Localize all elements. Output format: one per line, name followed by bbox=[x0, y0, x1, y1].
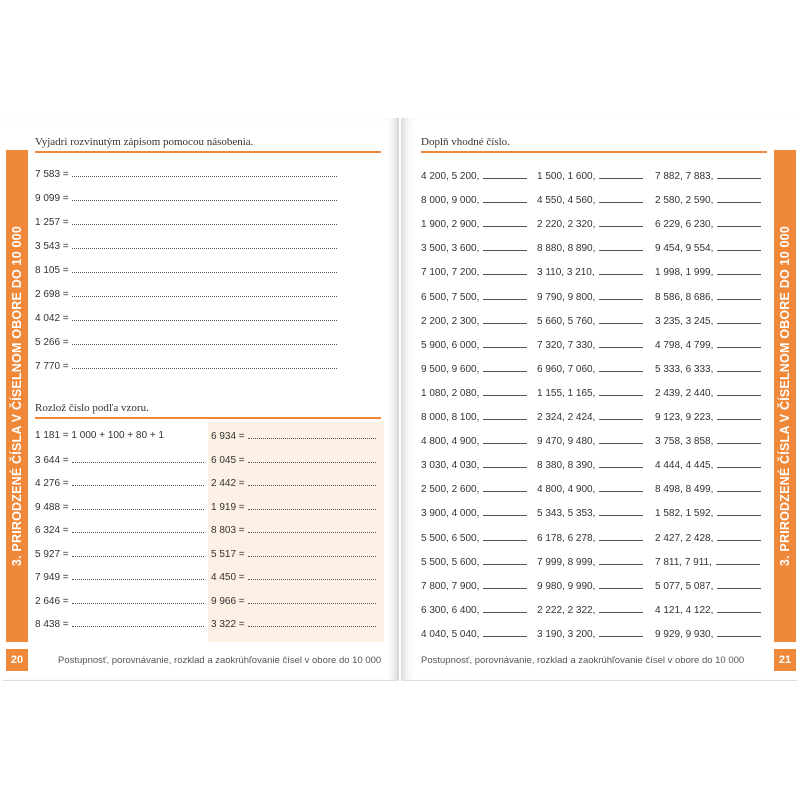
exercise1-item bbox=[35, 192, 337, 204]
answer-dotted-line[interactable] bbox=[248, 618, 376, 627]
sequence-item-text: 7 320, 7 330, bbox=[537, 339, 596, 351]
exercise2-left-item bbox=[35, 571, 204, 583]
page-number-right: 21 bbox=[774, 649, 796, 671]
answer-blank[interactable] bbox=[483, 291, 527, 300]
sequence-item bbox=[537, 483, 643, 495]
sequence-item-text: 3 110, 3 210, bbox=[537, 267, 595, 279]
answer-dotted-line[interactable] bbox=[72, 571, 204, 580]
answer-dotted-line[interactable] bbox=[72, 192, 337, 201]
sequence-item bbox=[537, 218, 643, 230]
sequence-item bbox=[537, 459, 643, 471]
sequence-item-text: 1 155, 1 165, bbox=[537, 387, 596, 399]
exercise1-item-text: 1 257 = bbox=[35, 217, 69, 228]
exercise2-right-item bbox=[211, 571, 376, 583]
sequence-item bbox=[655, 459, 761, 471]
sequence-item-text: 6 229, 6 230, bbox=[655, 219, 714, 231]
exercise2-right-item bbox=[211, 477, 376, 489]
exercise2-left-item bbox=[35, 454, 204, 466]
exercise2-left-item bbox=[35, 548, 204, 560]
open-workbook bbox=[0, 118, 800, 680]
sequence-item bbox=[655, 291, 761, 303]
exercise2-left-item bbox=[35, 477, 204, 489]
answer-blank[interactable] bbox=[599, 604, 643, 613]
answer-blank[interactable] bbox=[483, 435, 527, 444]
sequence-item bbox=[655, 194, 761, 206]
answer-blank[interactable] bbox=[599, 411, 643, 420]
answer-blank[interactable] bbox=[717, 604, 761, 613]
sequence-item-text: 3 235, 3 245, bbox=[655, 315, 714, 327]
answer-blank[interactable] bbox=[483, 315, 527, 324]
answer-blank[interactable] bbox=[483, 580, 527, 589]
sequence-item-text: 9 454, 9 554, bbox=[655, 243, 714, 255]
exercise1-heading: Vyjadri rozvinutým zápisom pomocou násobenia. bbox=[35, 136, 381, 153]
sequence-item-text: 2 580, 2 590, bbox=[655, 195, 714, 207]
sequence-item bbox=[537, 363, 643, 375]
sequence-item bbox=[655, 628, 761, 640]
sequence-item-text: 4 798, 4 799, bbox=[655, 339, 714, 351]
answer-blank[interactable] bbox=[717, 435, 761, 444]
exercise2-right-item bbox=[211, 501, 376, 513]
answer-blank[interactable] bbox=[483, 628, 527, 637]
answer-blank[interactable] bbox=[717, 459, 761, 468]
answer-blank[interactable] bbox=[483, 363, 527, 372]
left-page bbox=[3, 118, 399, 681]
exercise1-item bbox=[35, 336, 337, 348]
sequence-item bbox=[421, 291, 527, 303]
sequence-item-text: 4 121, 4 122, bbox=[655, 604, 714, 616]
answer-dotted-line[interactable] bbox=[72, 454, 204, 463]
sequence-item bbox=[655, 604, 761, 616]
answer-dotted-line[interactable] bbox=[72, 524, 204, 533]
sequence-item bbox=[421, 266, 527, 278]
exercise1-item-text: 7 583 = bbox=[35, 169, 69, 180]
sequence-item-text: 2 439, 2 440, bbox=[655, 387, 714, 399]
sequence-item bbox=[421, 604, 527, 616]
sequence-item bbox=[537, 556, 643, 568]
exercise2-left-item-text: 4 276 = bbox=[35, 478, 69, 489]
sequence-item bbox=[421, 507, 527, 519]
exercise2-right-item bbox=[211, 524, 376, 536]
answer-dotted-line[interactable] bbox=[72, 264, 337, 273]
sequence-item bbox=[655, 218, 761, 230]
answer-blank[interactable] bbox=[599, 291, 643, 300]
sequence-item-text: 7 882, 7 883, bbox=[655, 171, 714, 182]
sequence-item-text: 1 900, 2 900, bbox=[421, 219, 480, 231]
answer-blank[interactable] bbox=[599, 435, 643, 444]
sequence-item-text: 1 080, 2 080, bbox=[421, 387, 480, 399]
sequence-item bbox=[421, 194, 527, 206]
sequence-item bbox=[655, 411, 761, 423]
exercise2-right-item bbox=[211, 430, 376, 442]
sequence-item-text: 5 333, 6 333, bbox=[655, 363, 714, 375]
sequence-item-text: 9 470, 9 480, bbox=[537, 436, 596, 448]
sequence-item bbox=[421, 532, 527, 544]
sequence-item-text: 2 220, 2 320, bbox=[537, 219, 596, 231]
answer-dotted-line[interactable] bbox=[72, 240, 337, 249]
answer-blank[interactable] bbox=[716, 556, 760, 565]
exercise2-right-item-text: 8 803 = bbox=[211, 525, 245, 536]
sequence-item bbox=[421, 556, 527, 568]
sequence-item-text: 6 500, 7 500, bbox=[421, 291, 480, 303]
sequence-item-text: 8 498, 8 499, bbox=[655, 484, 714, 496]
answer-blank[interactable] bbox=[717, 170, 761, 179]
answer-blank[interactable] bbox=[599, 507, 643, 516]
sequence-item bbox=[655, 363, 761, 375]
answer-blank[interactable] bbox=[483, 339, 527, 348]
answer-blank[interactable] bbox=[483, 218, 527, 227]
sequence-item bbox=[421, 459, 527, 471]
answer-blank[interactable] bbox=[483, 266, 527, 275]
sequence-item bbox=[421, 411, 527, 423]
sequence-item bbox=[537, 628, 643, 640]
sequence-item-text: 5 660, 5 760, bbox=[537, 315, 596, 327]
answer-blank[interactable] bbox=[599, 532, 643, 541]
answer-blank[interactable] bbox=[717, 411, 761, 420]
exercise2-left-item bbox=[35, 501, 204, 513]
sequence-item bbox=[655, 266, 761, 278]
exercise1-item-text: 4 042 = bbox=[35, 313, 69, 324]
sequence-item bbox=[655, 242, 761, 254]
exercise2-left-item-text: 3 644 = bbox=[35, 454, 69, 466]
exercise1-item bbox=[35, 168, 337, 180]
sequence-item-text: 1 582, 1 592, bbox=[655, 508, 714, 520]
sequence-item-text: 7 811, 7 911, bbox=[655, 556, 712, 568]
answer-blank[interactable] bbox=[483, 387, 527, 396]
sequence-item bbox=[655, 315, 761, 327]
sequence-item-text: 7 100, 7 200, bbox=[421, 267, 480, 279]
chapter-title-right: 3. PRIRODZENÉ ČÍSLA V ČÍSELNOM OBORE DO 10 000 bbox=[778, 225, 792, 567]
exercise1-item-text: 7 770 = bbox=[35, 361, 69, 372]
sequence-item-text: 4 444, 4 445, bbox=[655, 460, 714, 472]
sequence-item bbox=[537, 242, 643, 254]
sequence-item-text: 7 800, 7 900, bbox=[421, 580, 480, 592]
sequence-item bbox=[655, 532, 761, 544]
answer-blank[interactable] bbox=[483, 507, 527, 516]
sequence-item bbox=[655, 483, 761, 495]
exercise1-item bbox=[35, 240, 337, 252]
sequence-item bbox=[421, 580, 527, 592]
answer-blank[interactable] bbox=[483, 170, 527, 179]
answer-dotted-line[interactable] bbox=[248, 571, 376, 580]
footer-left: Postupnosť, porovnávanie, rozklad a zaokrúhľovanie čísel v obore do 10 000 bbox=[58, 655, 382, 666]
answer-blank[interactable] bbox=[717, 339, 761, 348]
page-number-left: 20 bbox=[6, 649, 28, 671]
exercise1-item bbox=[35, 360, 337, 372]
sequence-item bbox=[655, 580, 761, 592]
answer-blank[interactable] bbox=[717, 507, 761, 516]
sequence-item-text: 1 500, 1 600, bbox=[537, 171, 596, 182]
sequence-item bbox=[421, 628, 527, 640]
exercise1-item-text: 8 105 = bbox=[35, 265, 69, 276]
sequence-item-text: 8 000, 8 100, bbox=[421, 412, 480, 423]
answer-dotted-line[interactable] bbox=[248, 454, 376, 463]
sequence-item-text: 4 800, 4 900, bbox=[421, 436, 480, 448]
exercise2-right-item bbox=[211, 454, 376, 466]
answer-dotted-line[interactable] bbox=[72, 618, 204, 627]
exercise2-right-item-text: 1 919 = bbox=[211, 501, 245, 513]
answer-blank[interactable] bbox=[599, 266, 643, 275]
answer-blank[interactable] bbox=[717, 242, 761, 251]
sequence-item bbox=[537, 194, 643, 206]
answer-blank[interactable] bbox=[599, 628, 643, 637]
exercise2-right-item-text: 2 442 = bbox=[211, 478, 245, 489]
answer-dotted-line[interactable] bbox=[248, 430, 376, 439]
sequence-item-text: 3 030, 4 030, bbox=[421, 460, 480, 472]
sequence-item bbox=[537, 411, 643, 423]
sequence-item-text: 9 500, 9 600, bbox=[421, 363, 480, 375]
chapter-side-tab-left bbox=[6, 150, 28, 642]
sequence-item-text: 3 900, 4 000, bbox=[421, 508, 480, 520]
answer-blank[interactable] bbox=[717, 266, 761, 275]
exercise1-item bbox=[35, 264, 337, 276]
sequence-item-text: 6 178, 6 278, bbox=[537, 532, 596, 544]
exercise2-left-item-text: 2 646 = bbox=[35, 595, 69, 607]
sequence-item-text: 8 000, 9 000, bbox=[421, 195, 480, 207]
sequence-item bbox=[655, 556, 760, 568]
sequence-item-text: 6 300, 6 400, bbox=[421, 604, 480, 616]
exercise1-item-text: 9 099 = bbox=[35, 193, 69, 204]
answer-blank[interactable] bbox=[599, 483, 643, 492]
exercise2-left-item bbox=[35, 524, 204, 536]
answer-dotted-line[interactable] bbox=[72, 360, 337, 369]
sequence-item bbox=[421, 242, 527, 254]
sequence-item bbox=[655, 435, 761, 447]
answer-dotted-line[interactable] bbox=[248, 595, 376, 604]
chapter-title-left: 3. PRIRODZENÉ ČÍSLA V ČÍSELNOM OBORE DO 10 000 bbox=[10, 225, 24, 567]
exercise1-item-text: 2 698 = bbox=[35, 289, 69, 300]
exercise1-item bbox=[35, 312, 337, 324]
answer-blank[interactable] bbox=[717, 291, 761, 300]
answer-dotted-line[interactable] bbox=[72, 548, 204, 557]
sequence-item bbox=[537, 532, 643, 544]
sequence-item-text: 4 040, 5 040, bbox=[421, 628, 480, 640]
answer-blank[interactable] bbox=[599, 315, 643, 324]
sequence-item bbox=[537, 387, 643, 399]
chapter-side-tab-right bbox=[774, 150, 796, 642]
exercise2-heading: Rozlož číslo podľa vzoru. bbox=[35, 402, 381, 419]
answer-dotted-line[interactable] bbox=[72, 595, 204, 604]
sequence-item-text: 9 790, 9 800, bbox=[537, 291, 596, 303]
exercise2-left-item bbox=[35, 618, 204, 630]
sequence-item bbox=[537, 604, 643, 616]
footer-right: Postupnosť, porovnávanie, rozklad a zaokrúhľovanie čísel v obore do 10 000 bbox=[421, 655, 745, 666]
sequence-item-text: 6 960, 7 060, bbox=[537, 363, 596, 375]
answer-blank[interactable] bbox=[717, 315, 761, 324]
exercise1-item-text: 5 266 = bbox=[35, 337, 69, 348]
sequence-item-text: 4 550, 4 560, bbox=[537, 195, 596, 207]
answer-dotted-line[interactable] bbox=[248, 524, 376, 533]
sequence-item bbox=[421, 483, 527, 495]
answer-blank[interactable] bbox=[717, 483, 761, 492]
answer-dotted-line[interactable] bbox=[72, 501, 204, 510]
sequence-item bbox=[421, 339, 527, 351]
sequence-item-text: 3 500, 3 600, bbox=[421, 243, 480, 255]
answer-blank[interactable] bbox=[717, 218, 761, 227]
sequence-item-text: 5 500, 5 600, bbox=[421, 556, 480, 568]
sequence-item bbox=[421, 218, 527, 230]
sequence-item-text: 5 900, 6 000, bbox=[421, 339, 480, 351]
answer-blank[interactable] bbox=[599, 363, 643, 372]
exercise2-right-item bbox=[211, 595, 376, 607]
answer-dotted-line[interactable] bbox=[72, 336, 337, 345]
sequence-item-text: 9 123, 9 223, bbox=[655, 412, 714, 423]
answer-blank[interactable] bbox=[483, 532, 527, 541]
exercise2-left-item-text: 1 181 = 1 000 + 100 + 80 + 1 bbox=[35, 430, 165, 441]
answer-blank[interactable] bbox=[717, 387, 761, 396]
sequence-item bbox=[537, 435, 643, 447]
answer-blank[interactable] bbox=[717, 532, 761, 541]
sequence-item bbox=[537, 170, 643, 182]
answer-blank[interactable] bbox=[483, 194, 527, 203]
sequence-item-text: 3 190, 3 200, bbox=[537, 628, 596, 640]
sequence-item bbox=[655, 170, 761, 182]
exercise2-right-item-text: 6 934 = bbox=[211, 431, 245, 442]
sequence-item bbox=[655, 387, 761, 399]
exercise2-right-item-text: 9 966 = bbox=[211, 595, 245, 607]
exercise2-right-item-text: 3 322 = bbox=[211, 619, 245, 630]
sequence-item-text: 9 980, 9 990, bbox=[537, 580, 596, 592]
answer-blank[interactable] bbox=[483, 459, 527, 468]
exercise2-right-item-text: 4 450 = bbox=[211, 572, 245, 583]
answer-dotted-line[interactable] bbox=[72, 216, 337, 225]
answer-blank[interactable] bbox=[599, 556, 643, 565]
exercise1-item bbox=[35, 216, 337, 228]
exercise2-right-item-text: 5 517 = bbox=[211, 548, 245, 560]
exercise1-item bbox=[35, 288, 337, 300]
answer-blank[interactable] bbox=[483, 483, 527, 492]
sequence-item bbox=[537, 315, 643, 327]
answer-blank[interactable] bbox=[483, 411, 527, 420]
exercise2-right-item bbox=[211, 548, 376, 560]
sequence-item-text: 2 222, 2 322, bbox=[537, 604, 596, 616]
answer-blank[interactable] bbox=[483, 242, 527, 251]
sequence-item-text: 1 998, 1 999, bbox=[655, 267, 714, 279]
exercise2-left-item bbox=[35, 430, 164, 441]
sequence-item-text: 7 999, 8 999, bbox=[537, 556, 596, 568]
answer-blank[interactable] bbox=[599, 194, 643, 203]
answer-blank[interactable] bbox=[599, 242, 643, 251]
exercise3-heading: Doplň vhodné číslo. bbox=[421, 136, 767, 153]
exercise1-item-text: 3 543 = bbox=[35, 241, 69, 252]
answer-dotted-line[interactable] bbox=[248, 548, 376, 557]
sequence-item-text: 4 200, 5 200, bbox=[421, 171, 480, 182]
answer-blank[interactable] bbox=[599, 387, 643, 396]
answer-blank[interactable] bbox=[599, 459, 643, 468]
sequence-item-text: 2 200, 2 300, bbox=[421, 315, 480, 327]
sequence-item-text: 5 343, 5 353, bbox=[537, 508, 596, 520]
sequence-item bbox=[421, 387, 527, 399]
exercise2-left-item-text: 9 488 = bbox=[35, 501, 69, 513]
exercise2-right-item bbox=[211, 618, 376, 630]
answer-blank[interactable] bbox=[717, 194, 761, 203]
sequence-item bbox=[537, 507, 643, 519]
sequence-item bbox=[421, 363, 527, 375]
sequence-item-text: 5 077, 5 087, bbox=[655, 580, 714, 592]
answer-blank[interactable] bbox=[483, 556, 527, 565]
sequence-item bbox=[537, 339, 643, 351]
answer-blank[interactable] bbox=[717, 628, 761, 637]
answer-blank[interactable] bbox=[483, 604, 527, 613]
sequence-item-text: 8 380, 8 390, bbox=[537, 460, 596, 472]
sequence-item bbox=[537, 291, 643, 303]
sequence-item bbox=[421, 315, 527, 327]
exercise2-left-item-text: 6 324 = bbox=[35, 525, 69, 536]
sequence-item bbox=[655, 339, 761, 351]
answer-dotted-line[interactable] bbox=[248, 501, 376, 510]
answer-dotted-line[interactable] bbox=[72, 477, 204, 486]
answer-dotted-line[interactable] bbox=[72, 288, 337, 297]
exercise2-right-item-text: 6 045 = bbox=[211, 454, 245, 466]
exercise2-left-item-text: 5 927 = bbox=[35, 548, 69, 560]
sequence-item bbox=[421, 170, 527, 182]
sequence-item-text: 2 427, 2 428, bbox=[655, 532, 714, 544]
answer-blank[interactable] bbox=[599, 580, 643, 589]
sequence-item bbox=[655, 507, 761, 519]
sequence-item-text: 2 324, 2 424, bbox=[537, 412, 596, 423]
answer-dotted-line[interactable] bbox=[72, 312, 337, 321]
answer-blank[interactable] bbox=[599, 339, 643, 348]
sequence-item bbox=[537, 580, 643, 592]
sequence-item-text: 8 880, 8 890, bbox=[537, 243, 596, 255]
answer-blank[interactable] bbox=[717, 580, 761, 589]
answer-blank[interactable] bbox=[717, 363, 761, 372]
sequence-item-text: 8 586, 8 686, bbox=[655, 291, 714, 303]
exercise2-left-item-text: 7 949 = bbox=[35, 572, 69, 583]
sequence-item-text: 4 800, 4 900, bbox=[537, 484, 596, 496]
right-page bbox=[401, 118, 797, 681]
answer-dotted-line[interactable] bbox=[248, 477, 376, 486]
sequence-item-text: 5 500, 6 500, bbox=[421, 532, 480, 544]
answer-dotted-line[interactable] bbox=[72, 168, 337, 177]
sequence-item-text: 9 929, 9 930, bbox=[655, 628, 714, 640]
exercise2-left-item-text: 8 438 = bbox=[35, 619, 69, 630]
exercise2-left-item bbox=[35, 595, 204, 607]
sequence-item bbox=[421, 435, 527, 447]
answer-blank[interactable] bbox=[599, 218, 643, 227]
sequence-item-text: 2 500, 2 600, bbox=[421, 484, 480, 496]
sequence-item bbox=[537, 266, 643, 278]
answer-blank[interactable] bbox=[599, 170, 643, 179]
sequence-item-text: 3 758, 3 858, bbox=[655, 436, 714, 448]
